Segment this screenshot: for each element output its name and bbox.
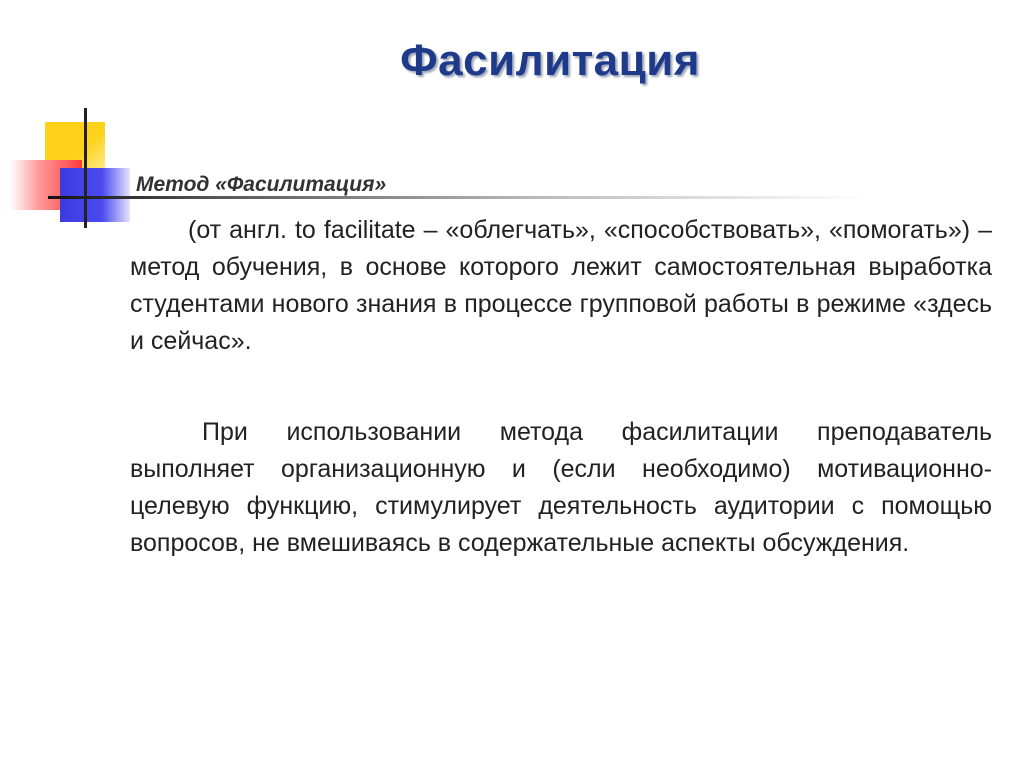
decor-blue-square (60, 168, 130, 222)
slide-subtitle: Метод «Фасилитация» (136, 173, 387, 196)
paragraph-usage: При использовании метода фасилитации преподаватель выполняет организационную и (если необходимо) мотивационно-целевую функцию, стимулирует деятельность аудитории с помощью вопросов, не вмешиваясь в содержательные аспекты обсуждения. (130, 418, 992, 557)
slide-title: Фасилитация (400, 36, 700, 85)
decor-vertical-line (84, 108, 87, 228)
paragraph-definition: (от англ. to facilitate – «облегчать», «способствовать», «помогать») – метод обучения, в основе которого лежит самостоятельная выработка студентами нового знания в процессе групповой работы в режиме «здесь и сейчас». (130, 216, 992, 355)
